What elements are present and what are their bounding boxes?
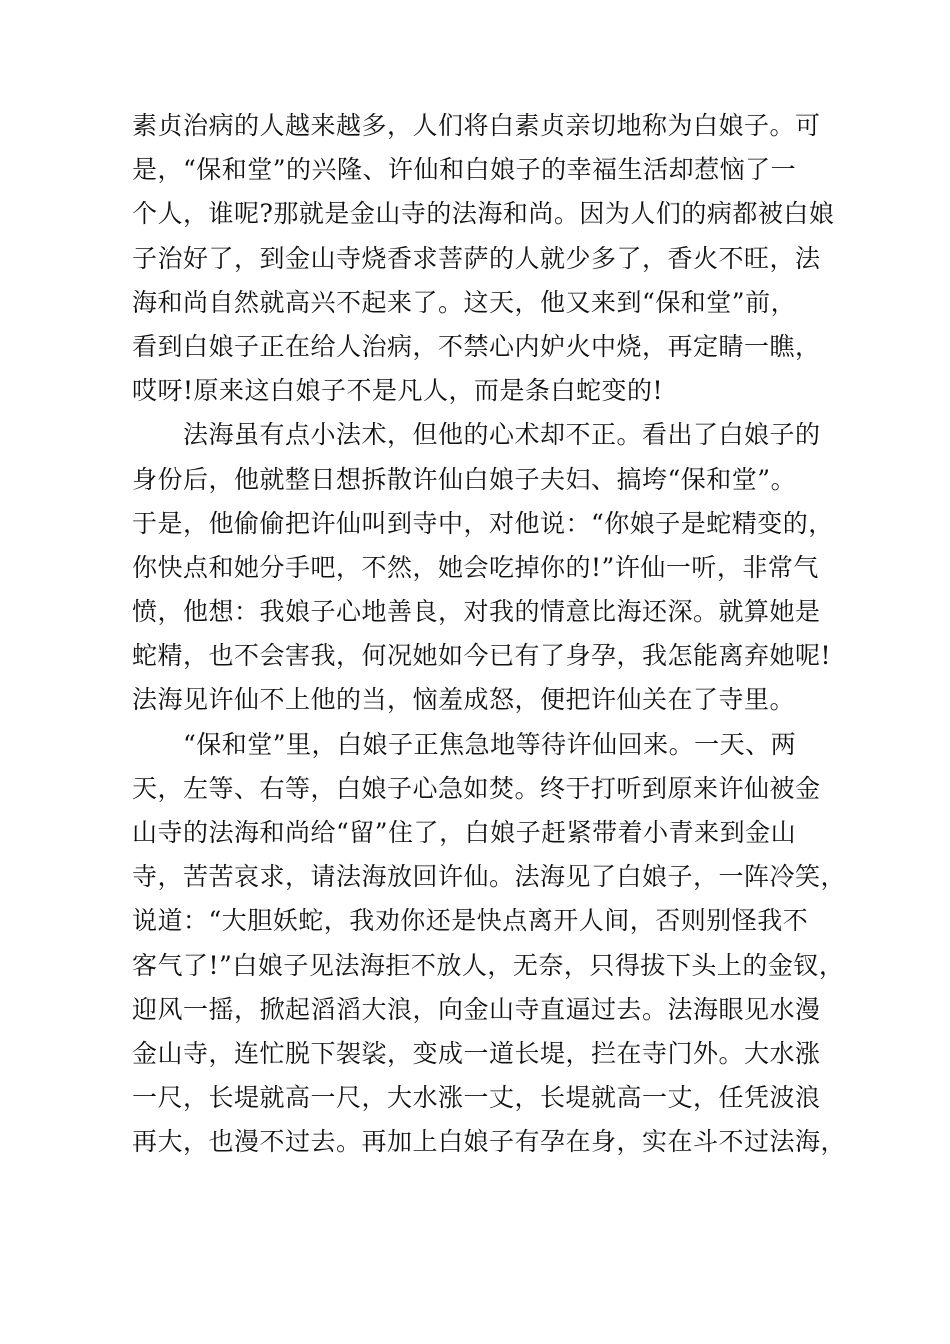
- text-line: 法海见许仙不上他的当，恼羞成怒，便把许仙关在了寺里。: [132, 685, 796, 715]
- text-line: 愤，他想：我娘子心地善良，对我的情意比海还深。就算她是: [132, 597, 821, 627]
- text-line: 金山寺，连忙脱下袈裟，变成一道长堤，拦在寺门外。大水涨: [132, 1038, 821, 1068]
- text-line: 一尺，长堤就高一尺，大水涨一丈，长堤就高一丈，任凭波浪: [132, 1083, 821, 1113]
- text-line: 说道：“大胆妖蛇，我劝你还是快点离开人间，否则别怪我不: [132, 906, 809, 936]
- text-line: 看到白娘子正在给人治病，不禁心内妒火中烧，再定睛一瞧，: [132, 331, 821, 361]
- text-line: 你快点和她分手吧，不然，她会吃掉你的!”许仙一听，非常气: [132, 552, 819, 582]
- text-line: 是，“保和堂”的兴隆、许仙和白娘子的幸福生活却惹恼了一: [132, 155, 797, 185]
- text-line: 迎风一摇，掀起滔滔大浪，向金山寺直逼过去。法海眼见水漫: [132, 994, 821, 1024]
- text-line: 哎呀!原来这白娘子不是凡人，而是条白蛇变的!: [132, 376, 664, 406]
- text-line: 海和尚自然就高兴不起来了。这天，他又来到“保和堂”前，: [132, 287, 797, 317]
- text-line: 蛇精，也不会害我，何况她如今已有了身孕，我怎能离弃她呢!: [132, 641, 832, 671]
- text-line: 天，左等、右等，白娘子心急如焚。终于打听到原来许仙被金: [132, 773, 821, 803]
- text-line: 客气了!”白娘子见法海拒不放人，无奈，只得拔下头上的金钗，: [132, 950, 845, 980]
- text-line: 身份后，他就整日想拆散许仙白娘子夫妇、搞垮“保和堂”。: [132, 464, 797, 494]
- text-line: 素贞治病的人越来越多，人们将白素贞亲切地称为白娘子。可: [132, 111, 821, 140]
- text-line: 法海虽有点小法术，但他的心术却不正。看出了白娘子的: [132, 420, 821, 450]
- text-line: 再大，也漫不过去。再加上白娘子有孕在身，实在斗不过法海，: [132, 1127, 847, 1157]
- text-line: “保和堂”里，白娘子正焦急地等待许仙回来。一天、两: [132, 729, 797, 759]
- text-line: 寺，苦苦哀求，请法海放回许仙。法海见了白娘子，一阵冷笑，: [132, 862, 847, 892]
- text-line: 山寺的法海和尚给“留”住了，白娘子赶紧带着小青来到金山: [132, 818, 797, 847]
- text-line: 子治好了，到金山寺烧香求菩萨的人就少多了，香火不旺，法: [132, 243, 821, 273]
- text-line: 个人，谁呢?那就是金山寺的法海和尚。因为人们的病都被白娘: [132, 199, 835, 229]
- body-text: [132, 104, 852, 1165]
- text-line: 于是，他偷偷把许仙叫到寺中，对他说：“你娘子是蛇精变的，: [132, 508, 834, 538]
